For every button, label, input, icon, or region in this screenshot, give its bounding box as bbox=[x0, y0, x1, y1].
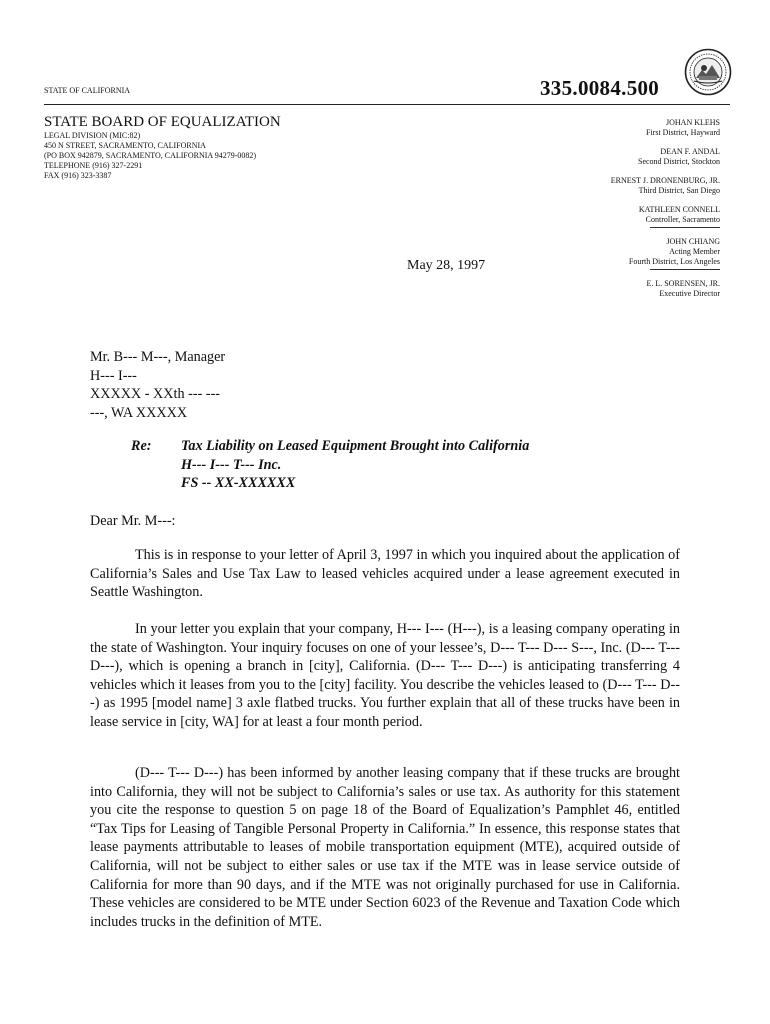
member-name: JOHN CHIANG bbox=[666, 237, 720, 246]
board-name: STATE BOARD OF EQUALIZATION bbox=[44, 114, 281, 130]
member-name: KATHLEEN CONNELL bbox=[638, 205, 720, 214]
legal-division-block bbox=[44, 131, 344, 181]
member-entry bbox=[520, 176, 720, 196]
legal-line: 450 N STREET, SACRAMENTO, CALIFORNIA bbox=[44, 141, 206, 150]
state-seal-icon bbox=[684, 48, 732, 96]
re-line: Tax Liability on Leased Equipment Brought into California bbox=[181, 438, 530, 454]
legal-line: FAX (916) 323-3387 bbox=[44, 171, 112, 180]
body-paragraph: This is in response to your letter of April 3, 1997 in which you inquired about the application of California’s Sales and Use Tax Law to leased vehicles acquired under a lease agreement executed in Seattle Washington. bbox=[90, 547, 680, 601]
document-number: 335.0084.500 bbox=[540, 76, 660, 100]
legal-line: (PO BOX 942879, SACRAMENTO, CALIFORNIA 94279-0082) bbox=[44, 151, 257, 160]
member-title: Executive Director bbox=[659, 289, 720, 298]
re-label: Re: bbox=[131, 438, 152, 454]
board-members bbox=[520, 118, 720, 308]
member-title: Controller, Sacramento bbox=[645, 215, 720, 224]
body-paragraph: (D--- T--- D---) has been informed by another leasing company that if these trucks are brought into California, they will not be subject to California’s sales or use tax. As authority for this statement you cite the response to question 5 on page 18 of the Board of Equalization’s Pamphlet 46, entitled “Tax Tips for Leasing of Tangible Personal Property in California.” In essence, this response states that lease payments attributable to leases of mobile transportation equipment (MTE), acquired outside of California, will not be subject to either sales or use tax if the MTE was in lease service outside of California for more than 90 days, and if the MTE was not originally purchased for use in California. These vehicles are considered to be MTE under Section 6023 of the Revenue and Taxation Code which includes trucks in the definition of MTE. bbox=[90, 765, 680, 930]
state-label: STATE OF CALIFORNIA bbox=[44, 86, 131, 95]
re-line: FS -- XX-XXXXXX bbox=[181, 475, 296, 492]
address-line: H--- I--- bbox=[90, 367, 137, 384]
member-entry bbox=[520, 118, 720, 138]
address-line: XXXXX - XXth --- --- bbox=[90, 386, 221, 403]
address-line: ---, WA XXXXX bbox=[90, 404, 188, 421]
member-entry bbox=[520, 205, 720, 228]
member-title: Acting Member bbox=[669, 247, 720, 256]
member-entry bbox=[520, 279, 720, 299]
legal-line: TELEPHONE (916) 327-2291 bbox=[44, 161, 143, 170]
member-title: First District, Hayward bbox=[646, 128, 720, 137]
member-divider bbox=[650, 227, 720, 228]
member-name: JOHAN KLEHS bbox=[666, 118, 720, 127]
legal-line: LEGAL DIVISION (MIC:82) bbox=[44, 131, 141, 140]
member-title: Second District, Stockton bbox=[638, 157, 720, 166]
member-divider bbox=[650, 269, 720, 270]
member-name: ERNEST J. DRONENBURG, JR. bbox=[610, 176, 720, 185]
body-paragraph: In your letter you explain that your company, H--- I--- (H---), is a leasing company operating in the state of Washington. Your inquiry focuses on one of your lessee’s, D--- T--- D--- S---, Inc. (D--- T--- D---), which is opening a branch in [city], California. (D--- T--- D---) is anticipating transferring 4 vehicles which it leases from you to the [city] facility. You describe the vehicles leased to (D--- T--- D---) as 1995 [model name] 3 axle flatbed trucks. You further explain that all of these trucks have been in lease service in [city, WA] for at least a four month period. bbox=[90, 621, 680, 730]
header-rule bbox=[44, 104, 730, 105]
member-name: E. L. SORENSEN, JR. bbox=[646, 279, 720, 288]
address-line: Mr. B--- M---, Manager bbox=[90, 349, 226, 365]
member-title: Fourth District, Los Angeles bbox=[628, 257, 720, 266]
salutation: Dear Mr. M---: bbox=[90, 513, 176, 529]
recipient-address bbox=[90, 348, 225, 422]
member-name: DEAN F. ANDAL bbox=[660, 147, 720, 156]
re-subject bbox=[181, 437, 529, 493]
member-title: Third District, San Diego bbox=[638, 186, 720, 195]
letter-date: May 28, 1997 bbox=[407, 258, 486, 273]
member-entry bbox=[520, 237, 720, 270]
re-line: H--- I--- T--- Inc. bbox=[181, 456, 282, 473]
member-entry bbox=[520, 147, 720, 167]
